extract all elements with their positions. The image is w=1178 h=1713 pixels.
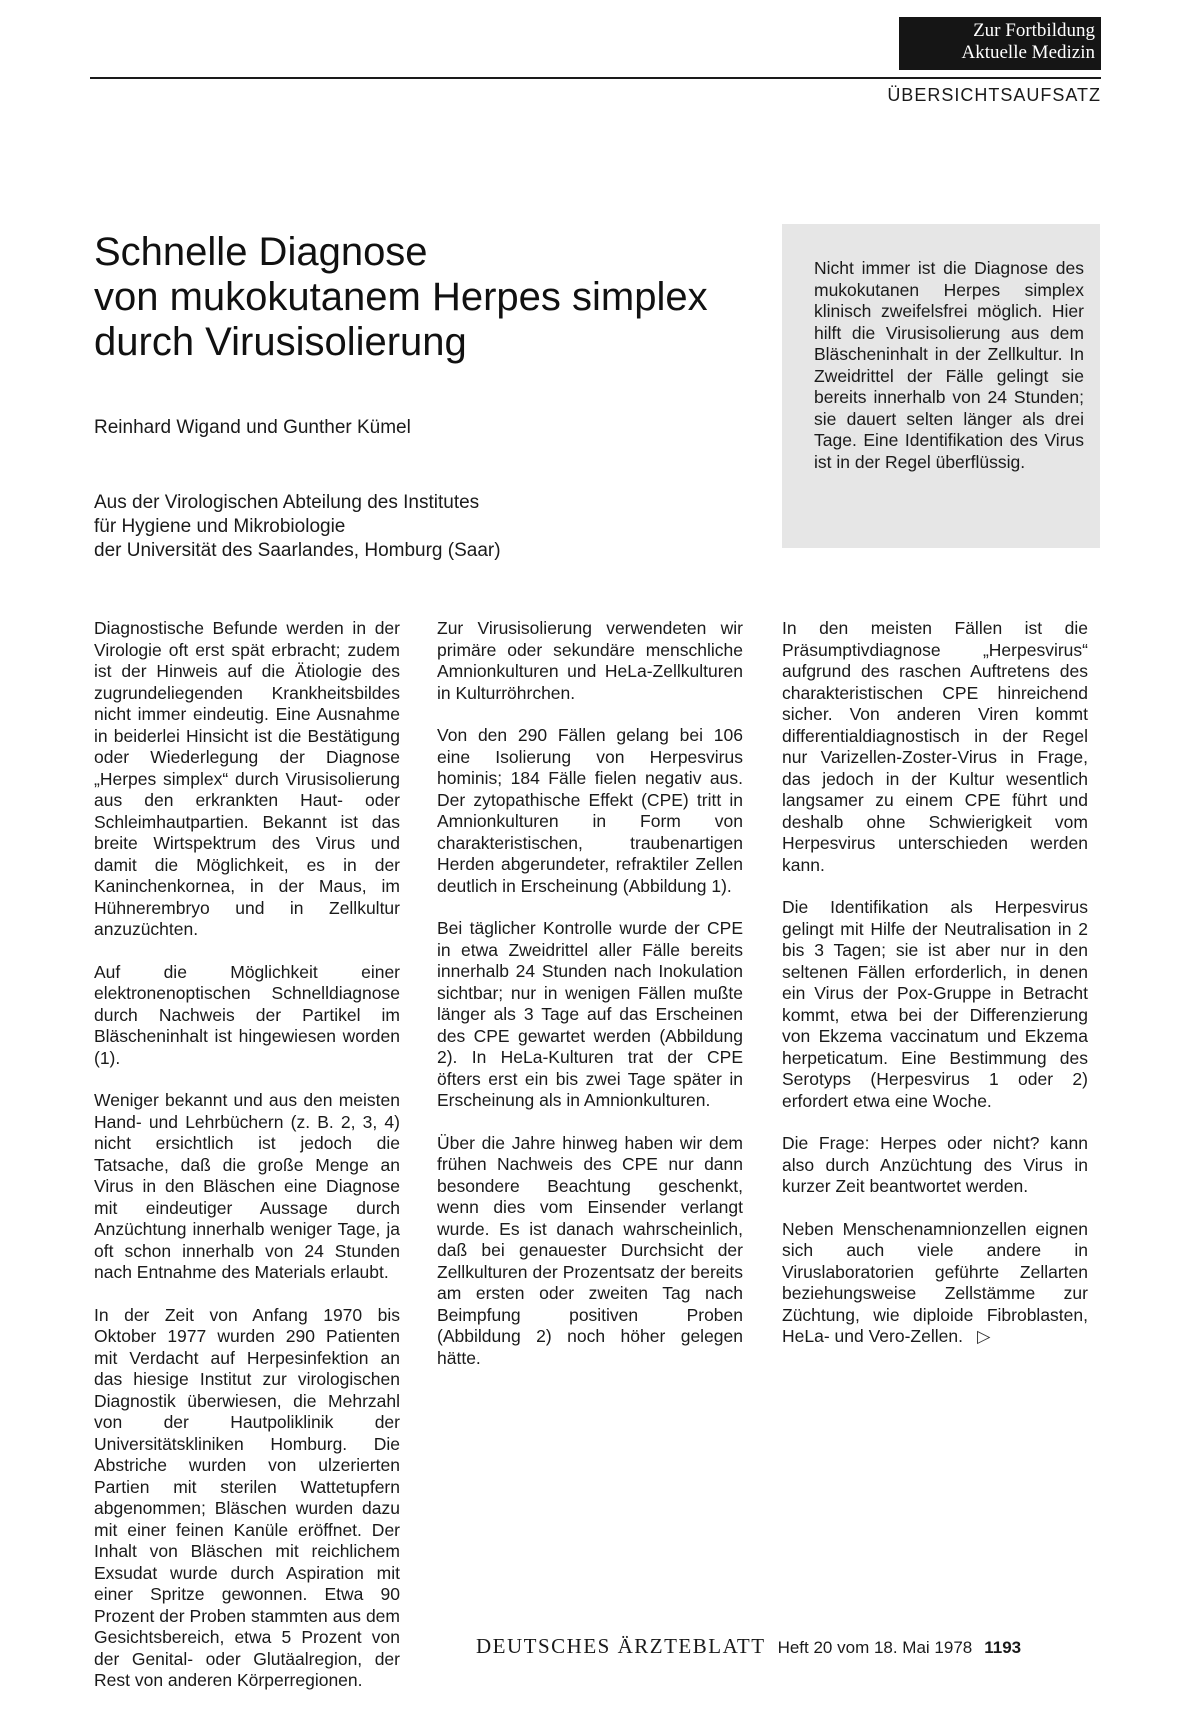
title-line: durch Virusisolierung — [94, 320, 467, 364]
header-rule — [90, 77, 1101, 79]
body-paragraph: Von den 290 Fällen gelang bei 106 eine Isolierung von Herpesvirus hominis; 184 Fälle fielen negativ aus. Der zytopathische Effekt (CPE) tritt in Amnionkulturen in Form von charakteristischen, traubenartigen Herden abgerundeter, refraktiler Zellen deutlich in Erscheinung (Abbildung 1). — [437, 725, 743, 896]
body-column-1 — [94, 618, 400, 1713]
section-label: ÜBERSICHTSAUFSATZ — [887, 85, 1101, 105]
summary-text: Nicht immer ist die Diagnose des mukokutanen Herpes simplex klinisch zweifelsfrei möglich. Hier hilft die Virusisolierung aus dem Bläscheninhalt in der Zellkultur. In Zweidrittel der Fälle gelingt sie bereits innerhalb von 24 Stunden; sie dauert selten länger als drei Tage. Eine Identifikation des Virus ist in der Regel überflüssig. — [814, 258, 1084, 472]
series-label-line1: Zur Fortbildung — [973, 20, 1095, 41]
body-column-3 — [782, 618, 1088, 1369]
paragraph-text: Neben Menschenamnionzellen eignen sich auch viele andere in Viruslaboratorien geführte Zellarten beziehungsweise Zellstämme zur Züchtung, wie diploide Fibroblasten, HeLa- und Vero-Zellen. — [782, 1218, 1088, 1346]
body-paragraph: In den meisten Fällen ist die Präsumptivdiagnose „Herpesvirus“ aufgrund des raschen Auftretens des charakteristischen CPE hinreichend sicher. Von anderen Viren kommt differentialdiagnostisch in der Regel nur Varizellen-Zoster-Virus in Frage, das jedoch in der Kultur wesentlich langsamer zu einem CPE führt und deshalb ohne Schwierigkeit vom Herpesvirus unterschieden werden kann. — [782, 618, 1088, 875]
body-paragraph: Die Identifikation als Herpesvirus gelingt mit Hilfe der Neutralisation in 2 bis 3 Tagen; sie ist aber nur in den seltenen Fällen erforderlich, in denen ein Virus der Pox-Gruppe in Betracht kommt, etwa bei der Differenzierung von Ekzema vaccinatum und Ekzema herpeticatum. Eine Bestimmung des Serotyps (Herpesvirus 1 oder 2) erfordert etwa eine Woche. — [782, 897, 1088, 1111]
body-paragraph: Auf die Möglichkeit einer elektronenoptischen Schnelldiagnose durch Nachweis der Partikel im Bläscheninhalt ist hingewiesen worden (1). — [94, 961, 400, 1068]
page-number: 1193 — [984, 1638, 1022, 1657]
body-column-2 — [437, 618, 743, 1390]
body-paragraph: Bei täglicher Kontrolle wurde der CPE in etwa Zweidrittel aller Fälle bereits innerhalb 24 Stunden nach Inokulation sichtbar; nur in wenigen Fällen mußte länger als 3 Tage auf das Erscheinen des CPE gewartet werden (Abbildung 2). In HeLa-Kulturen trat der CPE öfters erst ein bis zwei Tage später in Erscheinung als in Amnionkulturen. — [437, 918, 743, 1110]
body-paragraph: Über die Jahre hinweg haben wir dem frühen Nachweis des CPE nur dann besondere Beachtung geschenkt, wenn dies vom Einsender verlangt wurde. Es ist danach wahrscheinlich, daß bei genauester Durchsicht der Zellkulturen der Prozentsatz der bereits am ersten oder zweiten Tag nach Beimpfung positiven Proben (Abbildung 2) noch höher gelegen hätte. — [437, 1132, 743, 1368]
body-paragraph: In der Zeit von Anfang 1970 bis Oktober 1977 wurden 290 Patienten mit Verdacht auf Herpesinfektion an das hiesige Institut zur virologischen Diagnostik überwiesen, die Mehrzahl von der Hautpoliklinik der Universitätskliniken Homburg. Die Abstriche wurden von ulzerierten Partien mit sterilen Wattetupfern abgenommen; Bläschen wurden dazu mit einer feinen Kanüle eröffnet. Der Inhalt von Bläschen mit reichlichem Exsudat wurde durch Aspiration mit einer Spritze gewonnen. Etwa 90 Prozent der Proben stammten aus dem Gesichtsbereich, etwa 5 Prozent von der Genital- oder Glutäalregion, der Rest von anderen Körperregionen. — [94, 1304, 400, 1690]
authors: Reinhard Wigand und Gunther Kümel — [94, 417, 411, 438]
article-title — [94, 230, 708, 365]
body-paragraph: Die Frage: Herpes oder nicht? kann also durch Anzüchtung des Virus in kurzer Zeit beantwortet werden. — [782, 1133, 1088, 1196]
series-label-line2: Aktuelle Medizin — [961, 42, 1095, 63]
body-paragraph — [782, 1219, 1088, 1348]
page-footer — [476, 1634, 1021, 1659]
affiliation — [94, 491, 501, 563]
affiliation-line: für Hygiene und Mikrobiologie — [94, 516, 346, 537]
body-paragraph: Zur Virusisolierung verwendeten wir primäre oder sekundäre menschliche Amnionkulturen und HeLa-Zellkulturen in Kulturröhrchen. — [437, 618, 743, 703]
body-paragraph: Weniger bekannt und aus den meisten Hand- und Lehrbüchern (z. B. 2, 3, 4) nicht ersichtlich ist jedoch die Tatsache, daß die große Menge an Virus in den Bläschen eine Diagnose mit eindeutiger Aussage durch Anzüchtung innerhalb weniger Tage, ja oft schon innerhalb von 24 Stunden nach Entnahme des Materials erlaubt. — [94, 1090, 400, 1282]
body-paragraph: Diagnostische Befunde werden in der Virologie oft erst spät erbracht; zudem ist der Hinweis auf die Ätiologie des zugrundeliegenden Krankheitsbildes nicht immer eindeutig. Eine Ausnahme in beiderlei Hinsicht ist die Bestätigung oder Wiederlegung der Diagnose „Herpes simplex“ durch Virusisolierung aus den erkrankten Haut- oder Schleimhautpartien. Bekannt ist das breite Wirtspektrum des Virus und damit die Möglichkeit, es in der Kaninchenkornea, in der Maus, im Hühnerembryo und in Zellkultur anzuzüchten. — [94, 618, 400, 939]
series-label — [899, 17, 1101, 70]
summary-box — [782, 224, 1100, 548]
affiliation-line: Aus der Virologischen Abteilung des Institutes — [94, 492, 480, 513]
journal-name: DEUTSCHES ÄRZTEBLATT — [476, 1634, 766, 1658]
issue-info: Heft 20 vom 18. Mai 1978 — [777, 1638, 973, 1657]
continuation-arrow-icon: ▷ — [976, 1326, 991, 1346]
title-line: von mukokutanem Herpes simplex — [94, 275, 708, 319]
title-line: Schnelle Diagnose — [94, 230, 428, 274]
affiliation-line: der Universität des Saarlandes, Homburg (Saar) — [94, 540, 501, 561]
